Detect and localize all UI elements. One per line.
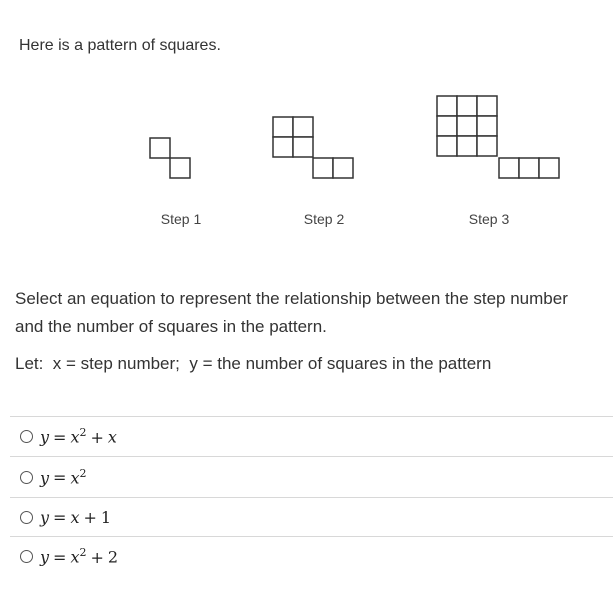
square xyxy=(273,117,293,137)
equation: $y = x^2$ xyxy=(40,466,87,488)
answer-option-4[interactable] xyxy=(10,536,613,576)
answer-options xyxy=(10,416,613,576)
answer-option-2[interactable] xyxy=(10,456,613,497)
square xyxy=(273,137,293,157)
square xyxy=(539,158,559,178)
square-pattern-figure xyxy=(0,0,613,250)
square xyxy=(437,96,457,116)
intro-text: Here is a pattern of squares. xyxy=(19,37,221,54)
equation: y = x + 1 xyxy=(40,507,112,527)
radio-button[interactable] xyxy=(20,430,33,443)
square xyxy=(170,158,190,178)
square xyxy=(150,138,170,158)
equation: $y = x^2 + x$ xyxy=(40,426,117,447)
square xyxy=(437,136,457,156)
step-1-label: Step 1 xyxy=(160,211,202,227)
step-3-label: Step 3 xyxy=(468,211,510,227)
square xyxy=(477,136,497,156)
question-text: Select an equation to represent the relationship between the step number and the number of squares in the pattern. xyxy=(15,289,568,336)
square xyxy=(293,117,313,137)
equation: $y = x^2 + 2$ xyxy=(40,546,119,567)
square xyxy=(499,158,519,178)
square xyxy=(519,158,539,178)
square xyxy=(313,158,333,178)
square xyxy=(457,116,477,136)
square xyxy=(293,137,313,157)
step-2-label: Step 2 xyxy=(303,211,345,227)
square xyxy=(457,96,477,116)
step-2-squares xyxy=(273,117,353,178)
square xyxy=(437,116,457,136)
square xyxy=(457,136,477,156)
square xyxy=(477,96,497,116)
radio-button[interactable] xyxy=(20,471,33,484)
answer-option-3[interactable] xyxy=(10,497,613,536)
variable-definition: Let: x = step number; y = the number of squares in the pattern xyxy=(15,354,492,373)
square xyxy=(333,158,353,178)
answer-option-1[interactable] xyxy=(10,416,613,456)
square xyxy=(477,116,497,136)
step-1-squares xyxy=(150,138,190,178)
radio-button[interactable] xyxy=(20,511,33,524)
radio-button[interactable] xyxy=(20,550,33,563)
step-3-squares xyxy=(437,96,559,178)
